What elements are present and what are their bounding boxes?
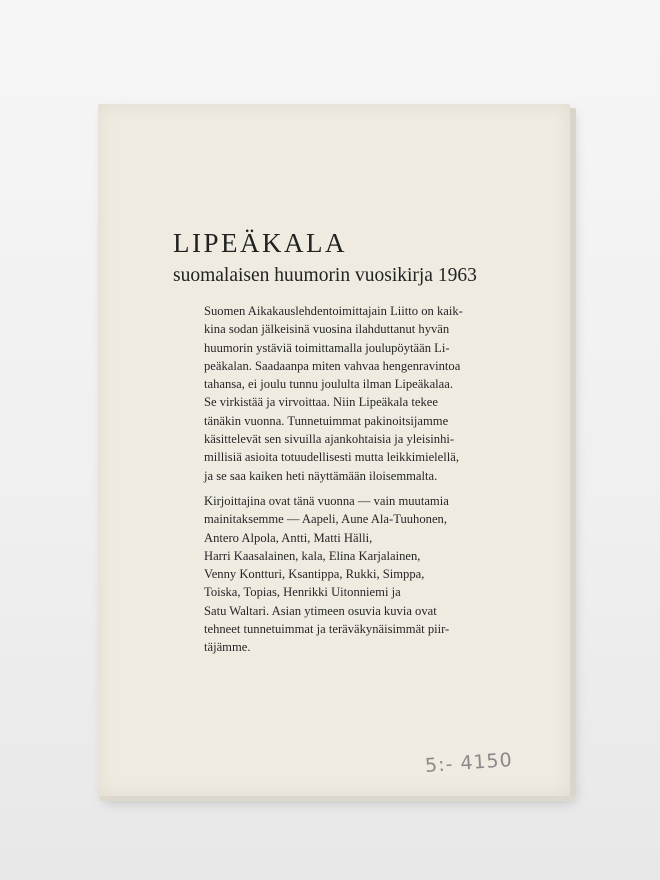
blurb-text	[204, 302, 470, 657]
blurb-line: huumorin ystäviä toimittamalla joulupöytään Li-	[204, 340, 450, 355]
pencil-price-note: 5:- 4150	[424, 748, 514, 778]
blurb-line: Antero Alpola, Antti, Matti Hälli,	[204, 530, 373, 545]
blurb-line: Se virkistää ja virvoittaa. Niin Lipeäkala tekee	[204, 395, 438, 410]
blurb-line: tänäkin vuonna. Tunnetuimmat pakinoitsijamme	[204, 413, 449, 428]
blurb-line: ja se saa kaiken heti näyttämään iloisemmalta.	[204, 468, 438, 483]
book-title: LIPEÄKALA	[173, 228, 347, 258]
blurb-line: kina sodan jälkeisinä vuosina ilahduttanut hyvän	[204, 322, 450, 337]
blurb-line: käsittelevät sen sivuilla ajankohtaisia ja yleisinhi-	[204, 432, 455, 447]
blurb-line: tehneet tunnetuimmat ja teräväkynäisimmät piir-	[204, 622, 450, 637]
blurb-line: Suomen Aikakauslehdentoimittajain Liitto on kaik-	[204, 304, 463, 318]
paragraph-gap	[204, 485, 470, 492]
blurb-line: Toiska, Topias, Henrikki Uitonniemi ja	[204, 585, 401, 600]
blurb-line: tahansa, ei joulu tunnu joululta ilman Lipeäkalaa.	[204, 377, 454, 392]
book-page-edge	[570, 108, 576, 796]
book-bottom-edge	[100, 796, 574, 801]
blurb-line: Harri Kaasalainen, kala, Elina Karjalainen,	[204, 548, 421, 563]
blurb-line: Kirjoittajina ovat tänä vuonna — vain muutamia	[204, 493, 449, 508]
book-subtitle: suomalaisen huumorin vuosikirja 1963	[173, 265, 477, 286]
blurb-line: täjämme.	[204, 640, 251, 655]
blurb-line: peäkalan. Saadaanpa miten vahvaa hengenravintoa	[204, 358, 461, 373]
blurb-line: Venny Kontturi, Ksantippa, Rukki, Simppa,	[204, 567, 425, 582]
blurb-line: mainitaksemme — Aapeli, Aune Ala-Tuuhonen,	[204, 512, 447, 527]
blurb-line: millisiä asioita totuudellisesti mutta leikkimielellä,	[204, 450, 459, 465]
blurb-line: Satu Waltari. Asian ytimeen osuvia kuvia ovat	[204, 603, 437, 618]
